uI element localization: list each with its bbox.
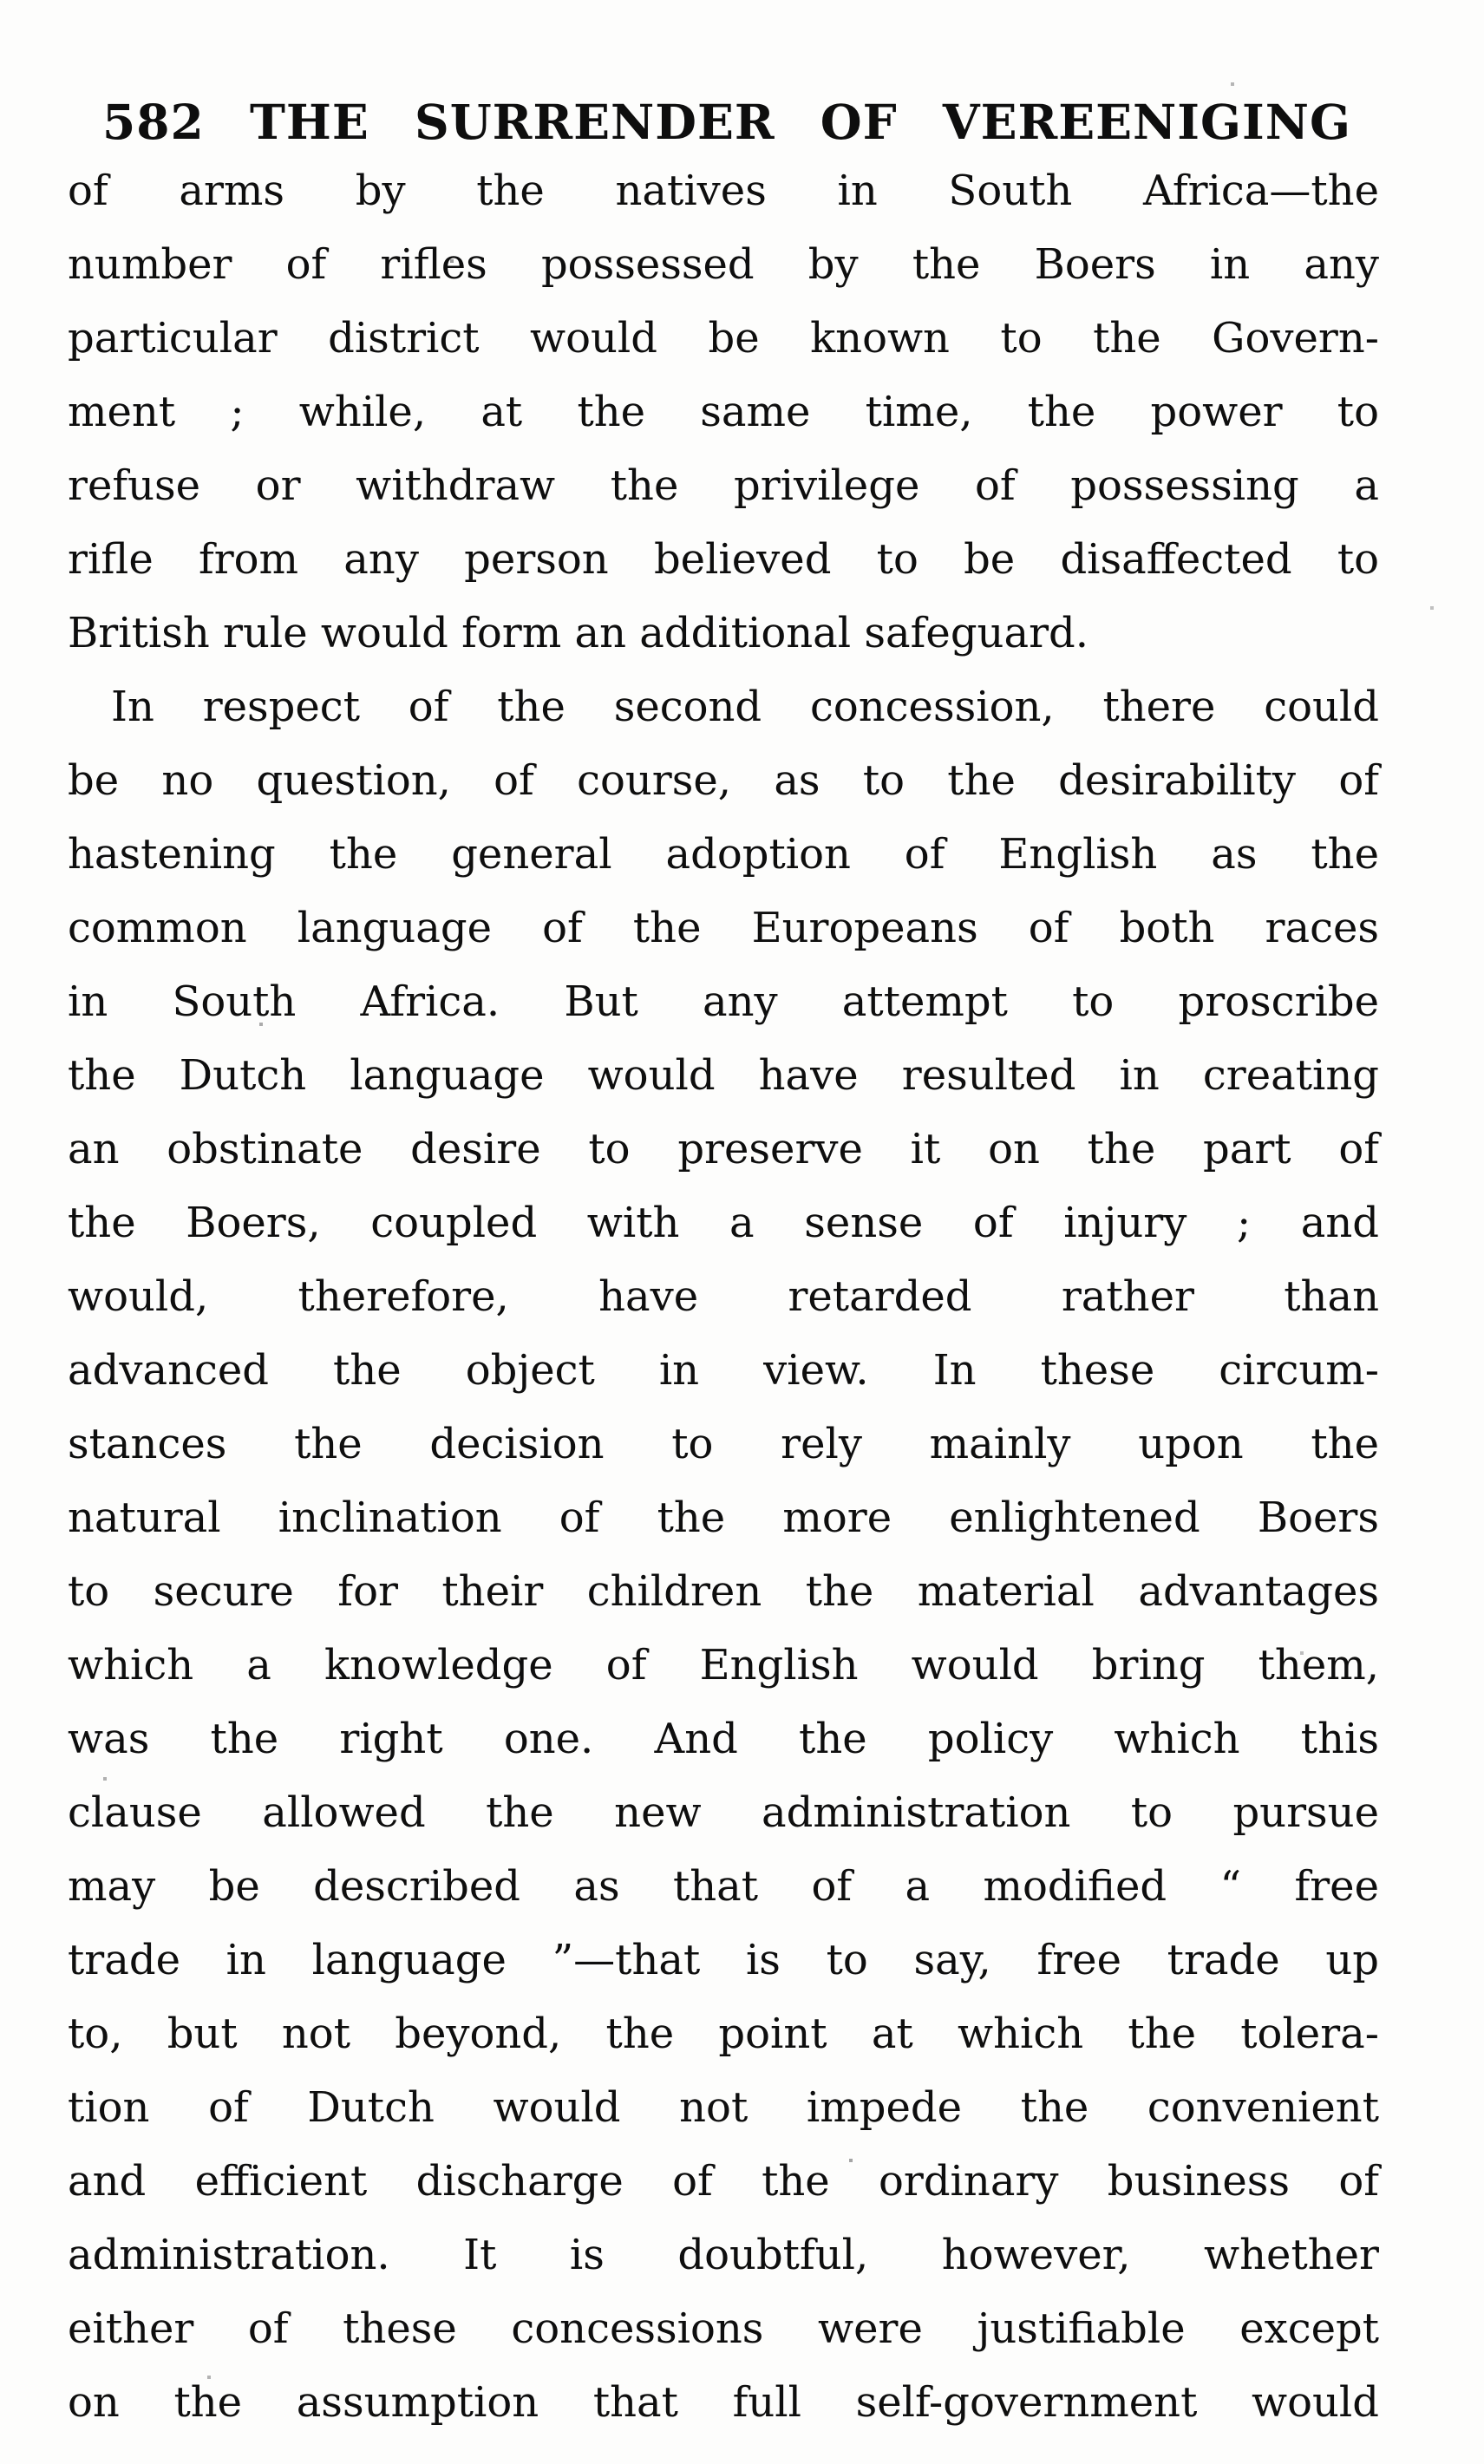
page-text-block xyxy=(68,0,1379,2440)
text-line: of arms by the natives in South Africa—the xyxy=(68,167,1379,215)
text-line: in South Africa. But any attempt to proscribe xyxy=(68,977,1379,1026)
text-line: British rule would form an additional safeguard. xyxy=(68,609,1089,657)
text-line: common language of the Europeans of both races xyxy=(68,904,1379,952)
text-line: to, but not beyond, the point at which the tolera- xyxy=(68,2010,1379,2058)
text-line: clause allowed the new administration to pursue xyxy=(68,1788,1379,1837)
text-line: which a knowledge of English would bring them, xyxy=(68,1641,1379,1690)
text-line: particular district would be known to the Govern- xyxy=(68,314,1379,363)
text-line: refuse or withdraw the privilege of possessing a xyxy=(68,461,1379,510)
text-line: ment ; while, at the same time, the power to xyxy=(68,388,1379,436)
running-header xyxy=(102,94,1351,150)
text-line: number of rifles possessed by the Boers in any xyxy=(68,240,1379,289)
text-line: was the right one. And the policy which this xyxy=(68,1715,1379,1763)
text-line: administration. It is doubtful, however, whether xyxy=(68,2231,1379,2279)
text-line: and efficient discharge of the ordinary business of xyxy=(68,2157,1379,2206)
text-line: the Boers, coupled with a sense of injury ; and xyxy=(68,1199,1379,1247)
text-line: either of these concessions were justifiable except xyxy=(68,2304,1379,2353)
text-line: the Dutch language would have resulted in creating xyxy=(68,1051,1379,1100)
scan-speckles xyxy=(0,0,2,2)
text-line: tion of Dutch would not impede the convenient xyxy=(68,2083,1379,2132)
text-line: hastening the general adoption of English as the xyxy=(68,830,1379,879)
text-line: natural inclination of the more enlightened Boers xyxy=(68,1493,1379,1542)
body-text xyxy=(68,154,1379,2440)
text-line: may be described as that of a modified “ free xyxy=(68,1862,1379,1911)
text-line: trade in language ”—that is to say, free trade up xyxy=(68,1936,1379,1984)
text-line: In respect of the second concession, there could xyxy=(111,683,1379,731)
running-title: THE SURRENDER OF VEREENIGING xyxy=(249,94,1351,150)
text-line: advanced the object in view. In these circum- xyxy=(68,1346,1379,1395)
text-line: an obstinate desire to preserve it on the part of xyxy=(68,1125,1379,1173)
text-line: to secure for their children the material advantages xyxy=(68,1567,1379,1616)
text-line: rifle from any person believed to be disaffected to xyxy=(68,535,1379,584)
text-line: would, therefore, have retarded rather than xyxy=(68,1272,1379,1321)
text-line: stances the decision to rely mainly upon the xyxy=(68,1420,1379,1468)
text-line: be no question, of course, as to the desirability of xyxy=(68,756,1379,805)
text-line: on the assumption that full self-government would xyxy=(68,2378,1379,2427)
page-number: 582 xyxy=(102,94,205,150)
